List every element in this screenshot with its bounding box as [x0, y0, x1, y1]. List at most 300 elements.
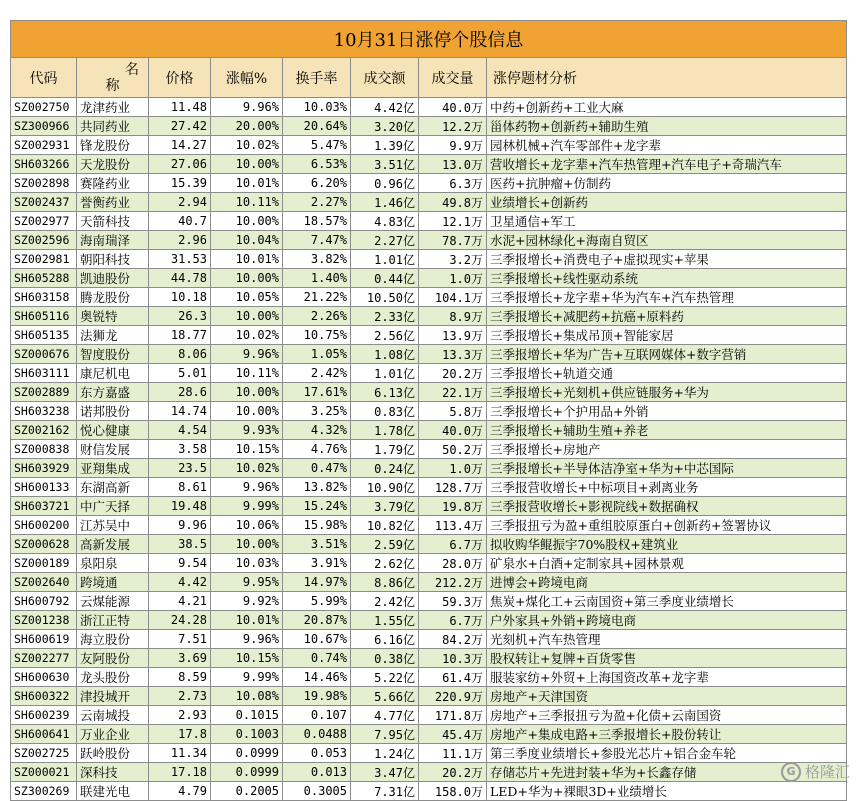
cell-code: SZ002977 — [11, 212, 77, 231]
table-row — [11, 326, 847, 345]
cell-price: 14.27 — [149, 136, 211, 155]
cell-price: 2.94 — [149, 193, 211, 212]
cell-theme: 三季报营收增长+影视院线+数据确权 — [487, 497, 847, 516]
cell-volume: 50.2万 — [419, 440, 487, 459]
cell-price: 28.6 — [149, 383, 211, 402]
cell-price: 9.96 — [149, 516, 211, 535]
cell-code: SZ002725 — [11, 744, 77, 763]
cell-code: SH600133 — [11, 478, 77, 497]
cell-code: SZ000838 — [11, 440, 77, 459]
cell-code: SZ002981 — [11, 250, 77, 269]
cell-volume: 13.9万 — [419, 326, 487, 345]
cell-turnover: 0.053 — [283, 744, 351, 763]
cell-volume: 78.7万 — [419, 231, 487, 250]
table-row — [11, 155, 847, 174]
cell-turnover: 0.47% — [283, 459, 351, 478]
cell-turnover: 4.76% — [283, 440, 351, 459]
cell-amount: 1.46亿 — [351, 193, 419, 212]
table-row — [11, 136, 847, 155]
cell-name: 法狮龙 — [77, 326, 149, 345]
cell-change: 20.00% — [211, 117, 283, 136]
cell-code: SH603721 — [11, 497, 77, 516]
cell-change: 9.92% — [211, 592, 283, 611]
cell-price: 15.39 — [149, 174, 211, 193]
cell-price: 3.58 — [149, 440, 211, 459]
cell-amount: 3.79亿 — [351, 497, 419, 516]
cell-price: 44.78 — [149, 269, 211, 288]
cell-volume: 40.0万 — [419, 421, 487, 440]
cell-amount: 3.51亿 — [351, 155, 419, 174]
cell-change: 10.02% — [211, 459, 283, 478]
cell-turnover: 3.51% — [283, 535, 351, 554]
cell-amount: 6.13亿 — [351, 383, 419, 402]
cell-price: 8.59 — [149, 668, 211, 687]
cell-name: 亚翔集成 — [77, 459, 149, 478]
cell-turnover: 15.24% — [283, 497, 351, 516]
cell-amount: 0.83亿 — [351, 402, 419, 421]
cell-price: 10.18 — [149, 288, 211, 307]
table-row — [11, 687, 847, 706]
cell-change: 10.00% — [211, 155, 283, 174]
cell-theme: 户外家具+外销+跨境电商 — [487, 611, 847, 630]
cell-amount: 1.01亿 — [351, 364, 419, 383]
cell-theme: 第三季度业绩增长+参股光芯片+铝合金车轮 — [487, 744, 847, 763]
cell-amount: 1.78亿 — [351, 421, 419, 440]
cell-theme: 三季报增长+个护用品+外销 — [487, 402, 847, 421]
cell-change: 10.03% — [211, 554, 283, 573]
cell-price: 8.06 — [149, 345, 211, 364]
cell-change: 9.96% — [211, 98, 283, 117]
cell-theme: 三季报营收增长+中标项目+剥离业务 — [487, 478, 847, 497]
cell-name: 龙头股份 — [77, 668, 149, 687]
cell-change: 10.00% — [211, 269, 283, 288]
cell-name: 津投城开 — [77, 687, 149, 706]
cell-theme: 股权转让+复牌+百货零售 — [487, 649, 847, 668]
cell-volume: 45.4万 — [419, 725, 487, 744]
header-price: 价格 — [149, 58, 211, 98]
cell-code: SZ002640 — [11, 573, 77, 592]
table-row — [11, 459, 847, 478]
cell-theme: 进博会+跨境电商 — [487, 573, 847, 592]
table-row — [11, 250, 847, 269]
cell-name: 凯迪股份 — [77, 269, 149, 288]
cell-volume: 59.3万 — [419, 592, 487, 611]
cell-name: 天龙股份 — [77, 155, 149, 174]
cell-theme: 光刻机+汽车热管理 — [487, 630, 847, 649]
cell-turnover: 20.87% — [283, 611, 351, 630]
cell-code: SH600322 — [11, 687, 77, 706]
cell-theme: 三季报增长+光刻机+供应链服务+华为 — [487, 383, 847, 402]
cell-turnover: 2.42% — [283, 364, 351, 383]
cell-change: 10.00% — [211, 535, 283, 554]
cell-name: 誉衡药业 — [77, 193, 149, 212]
cell-price: 14.74 — [149, 402, 211, 421]
cell-turnover: 5.99% — [283, 592, 351, 611]
cell-change: 0.0999 — [211, 744, 283, 763]
cell-volume: 158.0万 — [419, 782, 487, 801]
cell-amount: 0.96亿 — [351, 174, 419, 193]
cell-name: 高新发展 — [77, 535, 149, 554]
cell-volume: 20.2万 — [419, 763, 487, 782]
table-row — [11, 611, 847, 630]
cell-code: SZ000676 — [11, 345, 77, 364]
cell-name: 云南城投 — [77, 706, 149, 725]
cell-price: 38.5 — [149, 535, 211, 554]
header-turnover: 换手率 — [283, 58, 351, 98]
table-row — [11, 668, 847, 687]
cell-amount: 5.66亿 — [351, 687, 419, 706]
cell-price: 4.54 — [149, 421, 211, 440]
cell-theme: 三季报增长+龙字辈+华为汽车+汽车热管理 — [487, 288, 847, 307]
cell-code: SH600619 — [11, 630, 77, 649]
cell-amount: 2.62亿 — [351, 554, 419, 573]
cell-volume: 10.3万 — [419, 649, 487, 668]
header-row — [11, 58, 847, 98]
cell-turnover: 7.47% — [283, 231, 351, 250]
cell-code: SZ300966 — [11, 117, 77, 136]
cell-volume: 212.2万 — [419, 573, 487, 592]
cell-change: 0.1003 — [211, 725, 283, 744]
cell-theme: 焦炭+煤化工+云南国资+第三季度业绩增长 — [487, 592, 847, 611]
cell-price: 19.48 — [149, 497, 211, 516]
table-row — [11, 421, 847, 440]
limit-up-stocks-table — [10, 20, 847, 801]
cell-turnover: 3.91% — [283, 554, 351, 573]
cell-amount: 1.79亿 — [351, 440, 419, 459]
cell-change: 10.11% — [211, 364, 283, 383]
cell-name: 智度股份 — [77, 345, 149, 364]
cell-change: 10.00% — [211, 383, 283, 402]
cell-code: SZ001238 — [11, 611, 77, 630]
cell-change: 9.96% — [211, 345, 283, 364]
watermark — [781, 761, 850, 782]
cell-code: SZ300269 — [11, 782, 77, 801]
cell-turnover: 0.107 — [283, 706, 351, 725]
cell-change: 9.95% — [211, 573, 283, 592]
cell-volume: 220.9万 — [419, 687, 487, 706]
cell-price: 5.01 — [149, 364, 211, 383]
cell-price: 40.7 — [149, 212, 211, 231]
cell-change: 10.05% — [211, 288, 283, 307]
cell-theme: 服装家纺+外贸+上海国资改革+龙字辈 — [487, 668, 847, 687]
cell-name: 奥锐特 — [77, 307, 149, 326]
cell-volume: 19.8万 — [419, 497, 487, 516]
cell-volume: 1.0万 — [419, 269, 487, 288]
cell-change: 0.0999 — [211, 763, 283, 782]
cell-turnover: 17.61% — [283, 383, 351, 402]
cell-amount: 0.44亿 — [351, 269, 419, 288]
cell-turnover: 1.05% — [283, 345, 351, 364]
cell-volume: 13.0万 — [419, 155, 487, 174]
cell-price: 8.61 — [149, 478, 211, 497]
cell-name: 朝阳科技 — [77, 250, 149, 269]
cell-amount: 10.50亿 — [351, 288, 419, 307]
cell-volume: 171.8万 — [419, 706, 487, 725]
cell-change: 10.01% — [211, 174, 283, 193]
cell-name: 江苏吴中 — [77, 516, 149, 535]
cell-turnover: 6.53% — [283, 155, 351, 174]
table-row — [11, 744, 847, 763]
cell-name: 海南瑞泽 — [77, 231, 149, 250]
cell-amount: 0.24亿 — [351, 459, 419, 478]
cell-price: 11.34 — [149, 744, 211, 763]
table-row — [11, 231, 847, 250]
header-name-top: 名 — [125, 61, 139, 78]
stock-table-sheet — [10, 20, 846, 801]
cell-amount: 0.38亿 — [351, 649, 419, 668]
cell-amount: 4.42亿 — [351, 98, 419, 117]
cell-amount: 3.20亿 — [351, 117, 419, 136]
cell-change: 10.02% — [211, 136, 283, 155]
table-row — [11, 98, 847, 117]
cell-theme: 卫星通信+军工 — [487, 212, 847, 231]
cell-change: 0.1015 — [211, 706, 283, 725]
cell-volume: 6.7万 — [419, 535, 487, 554]
cell-turnover: 0.3005 — [283, 782, 351, 801]
cell-change: 10.00% — [211, 402, 283, 421]
cell-change: 10.04% — [211, 231, 283, 250]
table-row — [11, 364, 847, 383]
cell-turnover: 15.98% — [283, 516, 351, 535]
cell-turnover: 10.67% — [283, 630, 351, 649]
header-amount: 成交额 — [351, 58, 419, 98]
cell-code: SZ002889 — [11, 383, 77, 402]
table-row — [11, 440, 847, 459]
cell-turnover: 3.25% — [283, 402, 351, 421]
header-code: 代码 — [11, 58, 77, 98]
cell-volume: 20.2万 — [419, 364, 487, 383]
table-row — [11, 592, 847, 611]
cell-theme: 三季报增长+房地产 — [487, 440, 847, 459]
cell-code: SH603111 — [11, 364, 77, 383]
table-row — [11, 174, 847, 193]
header-name — [77, 58, 149, 98]
cell-volume: 128.7万 — [419, 478, 487, 497]
cell-name: 财信发展 — [77, 440, 149, 459]
cell-price: 3.69 — [149, 649, 211, 668]
cell-amount: 2.59亿 — [351, 535, 419, 554]
cell-theme: 三季报增长+线性驱动系统 — [487, 269, 847, 288]
table-row — [11, 554, 847, 573]
table-title: 10月31日涨停个股信息 — [11, 21, 847, 58]
cell-name: 东方嘉盛 — [77, 383, 149, 402]
cell-theme: 甾体药物+创新药+辅助生殖 — [487, 117, 847, 136]
cell-change: 10.00% — [211, 212, 283, 231]
table-row — [11, 782, 847, 801]
cell-change: 10.08% — [211, 687, 283, 706]
cell-code: SZ002596 — [11, 231, 77, 250]
cell-code: SZ002162 — [11, 421, 77, 440]
table-row — [11, 402, 847, 421]
header-volume: 成交量 — [419, 58, 487, 98]
cell-theme: 营收增长+龙字辈+汽车热管理+汽车电子+奇瑞汽车 — [487, 155, 847, 174]
cell-name: 深科技 — [77, 763, 149, 782]
cell-amount: 6.16亿 — [351, 630, 419, 649]
cell-turnover: 5.47% — [283, 136, 351, 155]
cell-theme: 三季报增长+消费电子+虚拟现实+苹果 — [487, 250, 847, 269]
cell-code: SZ002931 — [11, 136, 77, 155]
cell-code: SZ002277 — [11, 649, 77, 668]
cell-name: 友阿股份 — [77, 649, 149, 668]
cell-name: 中广天择 — [77, 497, 149, 516]
cell-amount: 4.77亿 — [351, 706, 419, 725]
cell-theme: 三季报增长+轨道交通 — [487, 364, 847, 383]
cell-name: 康尼机电 — [77, 364, 149, 383]
cell-theme: 拟收购华鲲振宇70%股权+建筑业 — [487, 535, 847, 554]
cell-price: 23.5 — [149, 459, 211, 478]
cell-turnover: 19.98% — [283, 687, 351, 706]
cell-amount: 10.90亿 — [351, 478, 419, 497]
cell-turnover: 0.0488 — [283, 725, 351, 744]
table-row — [11, 516, 847, 535]
table-row — [11, 649, 847, 668]
cell-theme: 园林机械+汽车零部件+龙字辈 — [487, 136, 847, 155]
cell-name: 龙津药业 — [77, 98, 149, 117]
cell-turnover: 10.75% — [283, 326, 351, 345]
cell-amount: 2.27亿 — [351, 231, 419, 250]
table-row — [11, 478, 847, 497]
cell-turnover: 2.27% — [283, 193, 351, 212]
cell-volume: 1.0万 — [419, 459, 487, 478]
cell-change: 10.01% — [211, 611, 283, 630]
cell-turnover: 0.74% — [283, 649, 351, 668]
cell-price: 27.42 — [149, 117, 211, 136]
cell-theme: 业绩增长+创新药 — [487, 193, 847, 212]
cell-volume: 6.3万 — [419, 174, 487, 193]
cell-turnover: 6.20% — [283, 174, 351, 193]
table-row — [11, 288, 847, 307]
cell-volume: 9.9万 — [419, 136, 487, 155]
table-row — [11, 725, 847, 744]
cell-price: 17.8 — [149, 725, 211, 744]
cell-price: 26.3 — [149, 307, 211, 326]
table-row — [11, 706, 847, 725]
cell-amount: 1.55亿 — [351, 611, 419, 630]
cell-code: SH603929 — [11, 459, 77, 478]
cell-amount: 4.83亿 — [351, 212, 419, 231]
cell-volume: 6.7万 — [419, 611, 487, 630]
table-row — [11, 383, 847, 402]
cell-name: 悦心健康 — [77, 421, 149, 440]
cell-theme: 三季报增长+集成吊顶+智能家居 — [487, 326, 847, 345]
cell-price: 9.54 — [149, 554, 211, 573]
cell-code: SH600630 — [11, 668, 77, 687]
cell-code: SZ000189 — [11, 554, 77, 573]
cell-theme: 水泥+园林绿化+海南自贸区 — [487, 231, 847, 250]
cell-name: 海立股份 — [77, 630, 149, 649]
table-row — [11, 497, 847, 516]
cell-volume: 12.1万 — [419, 212, 487, 231]
cell-volume: 28.0万 — [419, 554, 487, 573]
cell-amount: 7.31亿 — [351, 782, 419, 801]
cell-code: SH605135 — [11, 326, 77, 345]
cell-code: SH605288 — [11, 269, 77, 288]
cell-change: 10.06% — [211, 516, 283, 535]
cell-volume: 104.1万 — [419, 288, 487, 307]
cell-change: 9.99% — [211, 497, 283, 516]
cell-amount: 8.86亿 — [351, 573, 419, 592]
cell-code: SH600239 — [11, 706, 77, 725]
cell-volume: 61.4万 — [419, 668, 487, 687]
cell-price: 4.21 — [149, 592, 211, 611]
cell-change: 10.11% — [211, 193, 283, 212]
cell-code: SZ000021 — [11, 763, 77, 782]
cell-amount: 10.82亿 — [351, 516, 419, 535]
cell-code: SH600200 — [11, 516, 77, 535]
cell-turnover: 3.82% — [283, 250, 351, 269]
cell-turnover: 13.82% — [283, 478, 351, 497]
cell-volume: 13.3万 — [419, 345, 487, 364]
cell-name: 跃岭股份 — [77, 744, 149, 763]
cell-change: 9.96% — [211, 478, 283, 497]
cell-amount: 3.47亿 — [351, 763, 419, 782]
cell-volume: 11.1万 — [419, 744, 487, 763]
table-body — [11, 98, 847, 801]
cell-name: 联建光电 — [77, 782, 149, 801]
cell-turnover: 14.97% — [283, 573, 351, 592]
header-name-bottom: 称 — [105, 77, 120, 94]
cell-volume: 3.2万 — [419, 250, 487, 269]
cell-theme: 三季报增长+减肥药+抗癌+原料药 — [487, 307, 847, 326]
table-row — [11, 269, 847, 288]
cell-amount: 1.08亿 — [351, 345, 419, 364]
cell-code: SH600641 — [11, 725, 77, 744]
cell-theme: 房地产+集成电路+三季报增长+股份转让 — [487, 725, 847, 744]
cell-code: SZ000628 — [11, 535, 77, 554]
cell-name: 诺邦股份 — [77, 402, 149, 421]
cell-code: SZ002750 — [11, 98, 77, 117]
cell-amount: 1.24亿 — [351, 744, 419, 763]
cell-price: 24.28 — [149, 611, 211, 630]
cell-volume: 49.8万 — [419, 193, 487, 212]
cell-price: 4.42 — [149, 573, 211, 592]
cell-name: 跨境通 — [77, 573, 149, 592]
cell-turnover: 21.22% — [283, 288, 351, 307]
cell-code: SZ002898 — [11, 174, 77, 193]
cell-name: 万业企业 — [77, 725, 149, 744]
cell-theme: 矿泉水+白酒+定制家具+园林景观 — [487, 554, 847, 573]
cell-volume: 8.9万 — [419, 307, 487, 326]
watermark-text: 格隆汇 — [804, 763, 850, 781]
table-row — [11, 630, 847, 649]
cell-change: 9.96% — [211, 630, 283, 649]
cell-theme: 医药+抗肿瘤+仿制药 — [487, 174, 847, 193]
cell-change: 10.00% — [211, 307, 283, 326]
cell-price: 18.77 — [149, 326, 211, 345]
cell-amount: 7.95亿 — [351, 725, 419, 744]
cell-price: 27.06 — [149, 155, 211, 174]
cell-theme: LED+华为+裸眼3D+业绩增长 — [487, 782, 847, 801]
cell-turnover: 0.013 — [283, 763, 351, 782]
cell-theme: 三季报扭亏为盈+重组胶原蛋白+创新药+签署协议 — [487, 516, 847, 535]
cell-volume: 40.0万 — [419, 98, 487, 117]
cell-turnover: 20.64% — [283, 117, 351, 136]
table-row — [11, 573, 847, 592]
cell-amount: 5.22亿 — [351, 668, 419, 687]
cell-theme: 房地产+天津国资 — [487, 687, 847, 706]
cell-amount: 2.56亿 — [351, 326, 419, 345]
cell-name: 浙江正特 — [77, 611, 149, 630]
table-row — [11, 307, 847, 326]
cell-turnover: 14.46% — [283, 668, 351, 687]
cell-turnover: 10.03% — [283, 98, 351, 117]
gelonghui-logo-icon: G — [781, 762, 801, 782]
cell-change: 9.99% — [211, 668, 283, 687]
cell-theme: 中药+创新药+工业大麻 — [487, 98, 847, 117]
cell-price: 2.96 — [149, 231, 211, 250]
cell-name: 共同药业 — [77, 117, 149, 136]
cell-change: 10.15% — [211, 649, 283, 668]
